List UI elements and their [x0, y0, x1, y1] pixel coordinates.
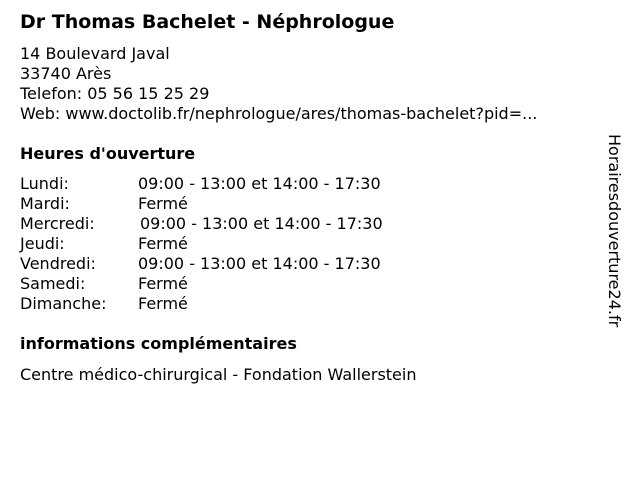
day-label: Samedi: — [20, 274, 86, 293]
day-hours: Fermé — [138, 274, 188, 293]
day-hours: Fermé — [138, 294, 188, 313]
day-hours: 09:00 - 13:00 et 14:00 - 17:30 — [140, 214, 383, 233]
day-label: Mardi: — [20, 194, 70, 213]
page-title: Dr Thomas Bachelet - Néphrologue — [20, 11, 395, 33]
address-block — [20, 44, 537, 124]
day-label: Lundi: — [20, 174, 69, 193]
additional-info-text: Centre médico-chirurgical - Fondation Wallerstein — [20, 365, 417, 384]
city-address: 33740 Arès — [20, 64, 112, 83]
day-hours: 09:00 - 13:00 et 14:00 - 17:30 — [138, 254, 381, 273]
day-hours: 09:00 - 13:00 et 14:00 - 17:30 — [138, 174, 381, 193]
day-label: Mercredi: — [20, 214, 95, 233]
site-watermark: Horairesdouverture24.fr — [605, 134, 624, 328]
phone-number: Telefon: 05 56 15 25 29 — [20, 84, 210, 103]
additional-info-heading: informations complémentaires — [20, 334, 297, 353]
day-label: Dimanche: — [20, 294, 107, 313]
street-address: 14 Boulevard Javal — [20, 44, 170, 63]
day-label: Vendredi: — [20, 254, 96, 273]
website-link[interactable]: Web: www.doctolib.fr/nephrologue/ares/thomas-bachelet?pid=... — [20, 104, 538, 123]
day-label: Jeudi: — [20, 234, 65, 253]
day-hours: Fermé — [138, 194, 188, 213]
opening-hours-heading: Heures d'ouverture — [20, 144, 196, 163]
day-hours: Fermé — [138, 234, 188, 253]
